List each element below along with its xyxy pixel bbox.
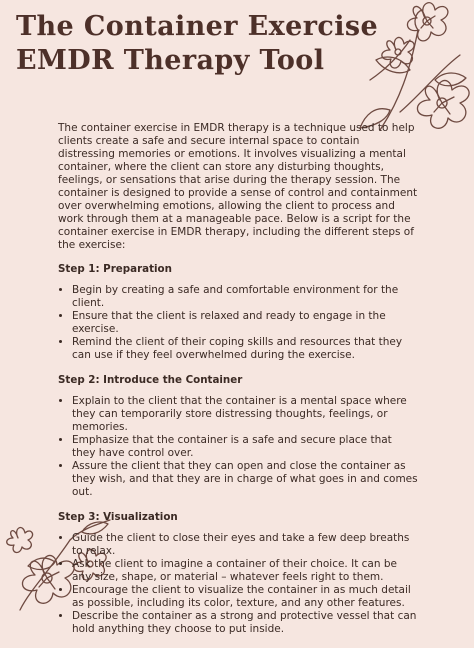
list-item: • Remind the client of their coping skills and resources that they can use if they feel overwhelmed during the exercise.: [72, 336, 418, 362]
step-2-heading: Step 2: Introduce the Container: [58, 374, 243, 386]
list-item: • Encourage the client to visualize the container in as much detail as possible, including its color, texture, and any other features.: [72, 584, 418, 610]
step-1-list: [58, 284, 418, 362]
step-2-list: [58, 395, 418, 499]
list-item: • Emphasize that the container is a safe and secure place that they have control over.: [72, 434, 418, 460]
title-line-2: EMDR Therapy Tool: [16, 45, 325, 76]
list-item: • Explain to the client that the container is a mental space where they can temporarily store distressing thoughts, feelings, or memories.: [72, 395, 418, 434]
step-1-heading: Step 1: Preparation: [58, 263, 172, 275]
step-1-section: [58, 263, 418, 362]
step-2-section: [58, 374, 418, 499]
title-line-1: The Container Exercise: [16, 11, 379, 42]
step-3-list: [58, 532, 418, 636]
step-3-section: [58, 511, 418, 636]
document-body: [58, 122, 418, 648]
list-item: • Assure the client that they can open and close the container as they wish, and that they are in charge of what goes in and comes out.: [72, 460, 418, 499]
step-3-heading: Step 3: Visualization: [58, 511, 178, 523]
list-item: • Ensure that the client is relaxed and ready to engage in the exercise.: [72, 310, 418, 336]
page-title: [16, 10, 379, 78]
list-item: • Describe the container as a strong and protective vessel that can hold anything they choose to put inside.: [72, 610, 418, 636]
list-item: • Guide the client to close their eyes and take a few deep breaths to relax.: [72, 532, 418, 558]
list-item: • Begin by creating a safe and comfortable environment for the client.: [72, 284, 418, 310]
intro-paragraph: The container exercise in EMDR therapy is a technique used to help clients create a safe and secure internal space to contain distressing memories or emotions. It involves visualizing a mental container, where the client can store any disturbing thoughts, feelings, or sensations that arise during the therapy session. The container is designed to provide a sense of control and containment over overwhelming emotions, allowing the client to process and work through them at a manageable pace. Below is a script for the container exercise in EMDR therapy, including the different steps of the exercise:: [58, 122, 418, 251]
list-item: • Ask the client to imagine a container of their choice. It can be any size, shape, or material – whatever feels right to them.: [72, 558, 418, 584]
